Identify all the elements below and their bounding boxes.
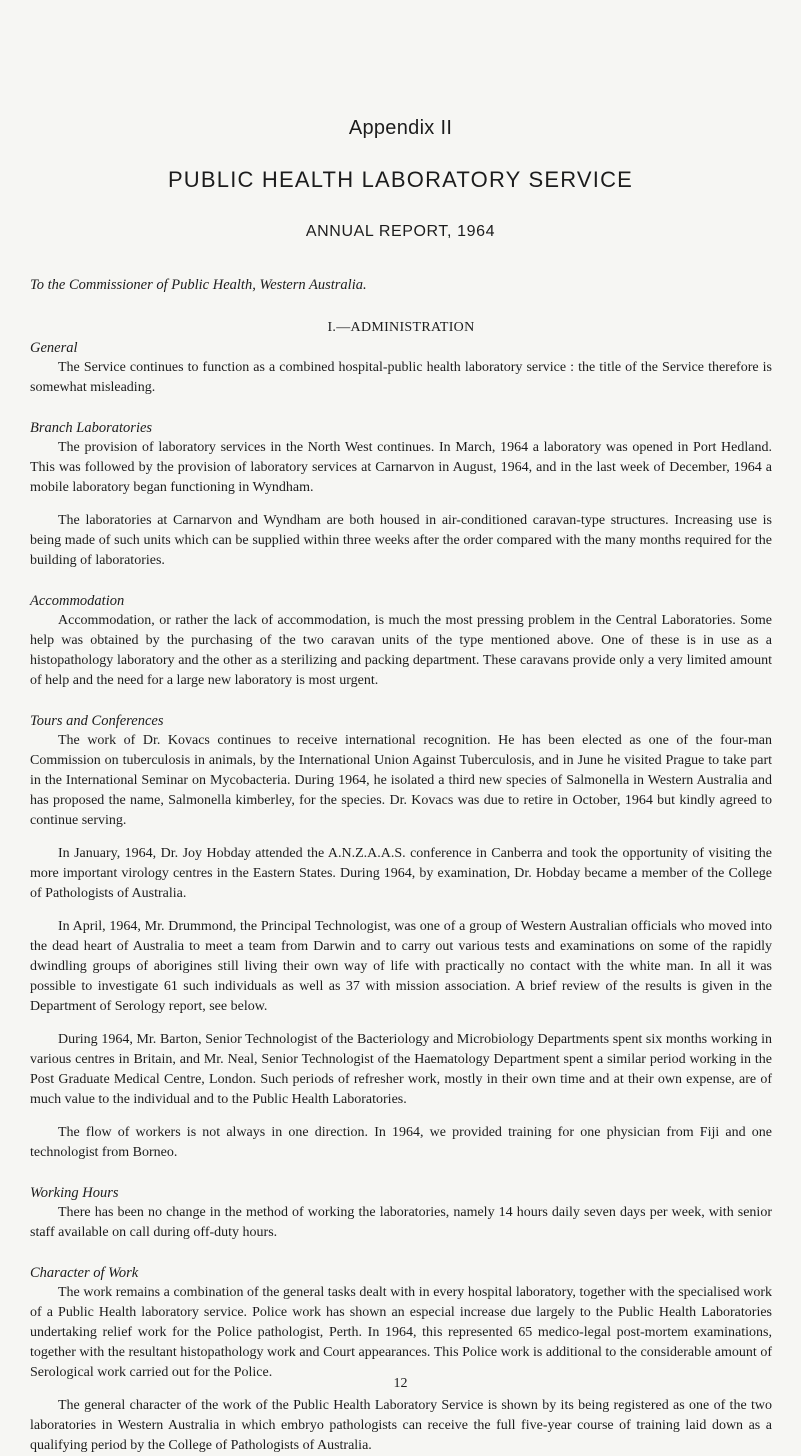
subheading-character-of-work: Character of Work: [30, 1265, 139, 1281]
paragraph: The work remains a combination of the general tasks dealt with in every hospital laboratory, together with the specialised work of a Public Health laboratory service. Police work has shown an especial increase due largely to the Public Health Laboratories undertaking relief work for the Police pathologist, Perth. In 1964, this represented 65 medico-legal post-mortem examinations, together with the resultant histopathology work and Court appearances. This Police work is additional to the considerable amount of Serological work carried out for the Police.: [30, 1285, 772, 1380]
paragraph: The laboratories at Carnarvon and Wyndham are both housed in air-conditioned caravan-type structures. Increasing use is being made of such units which can be supplied within three weeks after the order compared with the many months required for the building of laboratories.: [30, 513, 772, 568]
paragraph: In January, 1964, Dr. Joy Hobday attended the A.N.Z.A.A.S. conference in Canberra and took the opportunity of visiting the more important virology centres in the Eastern States. During 1964, by examination, Dr. Hobday became a member of the College of Pathologists of Australia.: [30, 846, 772, 901]
addressee-line: To the Commissioner of Public Health, Western Australia.: [30, 277, 367, 293]
page-title: PUBLIC HEALTH LABORATORY SERVICE: [167, 167, 634, 192]
report-body: [30, 318, 772, 1456]
paragraph: The general character of the work of the Public Health Laboratory Service is shown by its being registered as one of the two laboratories in Western Australia in which embryo pathologists can receive the full five-year course of training laid down as a qualifying period by the College of Pathologists of Australia.: [30, 1398, 772, 1453]
paragraph: The flow of workers is not always in one direction. In 1964, we provided training for one physician from Fiji and one technologist from Borneo.: [30, 1125, 772, 1160]
paragraph: The provision of laboratory services in the North West continues. In March, 1964 a laboratory was opened in Port Hedland. This was followed by the provision of laboratory services at Carnarvon in August, 1964, and in the last week of December, 1964 a mobile laboratory began functioning in Wyndham.: [30, 440, 772, 495]
page-number: 12: [393, 1376, 408, 1391]
report-subtitle: ANNUAL REPORT, 1964: [305, 223, 496, 240]
subheading-working-hours: Working Hours: [30, 1185, 119, 1201]
section-heading-administration: I.—ADMINISTRATION: [327, 320, 475, 335]
paragraph: During 1964, Mr. Barton, Senior Technologist of the Bacteriology and Microbiology Departments spent six months working in various centres in Britain, and Mr. Neal, Senior Technologist of the Haematology Department spent a similar period working in the Post Graduate Medical Centre, London. Such periods of refresher work, mostly in their own time and at their own expense, are of much value to the individual and to the Public Health Laboratories.: [30, 1032, 772, 1107]
subheading-general: General: [30, 340, 78, 356]
subheading-tours-and-conferences: Tours and Conferences: [30, 713, 164, 729]
paragraph: The work of Dr. Kovacs continues to receive international recognition. He has been elected as one of the four-man Commission on tuberculosis in animals, by the International Union Against Tuberculosis, and in June he visited Prague to take part in the International Seminar on Mycobacteria. During 1964, he isolated a third new species of Salmonella in Western Australia and has proposed the name, Salmonella kimberley, for the species. Dr. Kovacs was due to retire in October, 1964 but kindly agreed to continue serving.: [30, 733, 772, 828]
paragraph: Accommodation, or rather the lack of accommodation, is much the most pressing problem in the Central Laboratories. Some help was obtained by the purchasing of the two caravan units of the type mentioned above. One of these is in use as a histopathology laboratory and the other as a sterilizing and packing department. These caravans provide only a very limited amount of help and the need for a large new laboratory is most urgent.: [30, 613, 772, 688]
appendix-label: Appendix II: [348, 117, 453, 139]
paragraph: The Service continues to function as a combined hospital-public health laboratory service : the title of the Service therefore is somewhat misleading.: [30, 360, 772, 395]
paragraph: In April, 1964, Mr. Drummond, the Principal Technologist, was one of a group of Western Australian officials who moved into the dead heart of Australia to meet a team from Darwin and to carry out various tests and examinations on some of the rapidly dwindling groups of aborigines still living their own way of life with practically no contact with the white man. In all it was possible to investigate 61 such individuals as well as 37 with mission association. A brief review of the results is given in the Department of Serology report, see below.: [30, 919, 772, 1014]
subheading-accommodation: Accommodation: [30, 593, 125, 609]
paragraph: There has been no change in the method of working the laboratories, namely 14 hours daily seven days per week, with senior staff available on call during off-duty hours.: [30, 1205, 772, 1240]
subheading-branch-laboratories: Branch Laboratories: [30, 420, 153, 436]
